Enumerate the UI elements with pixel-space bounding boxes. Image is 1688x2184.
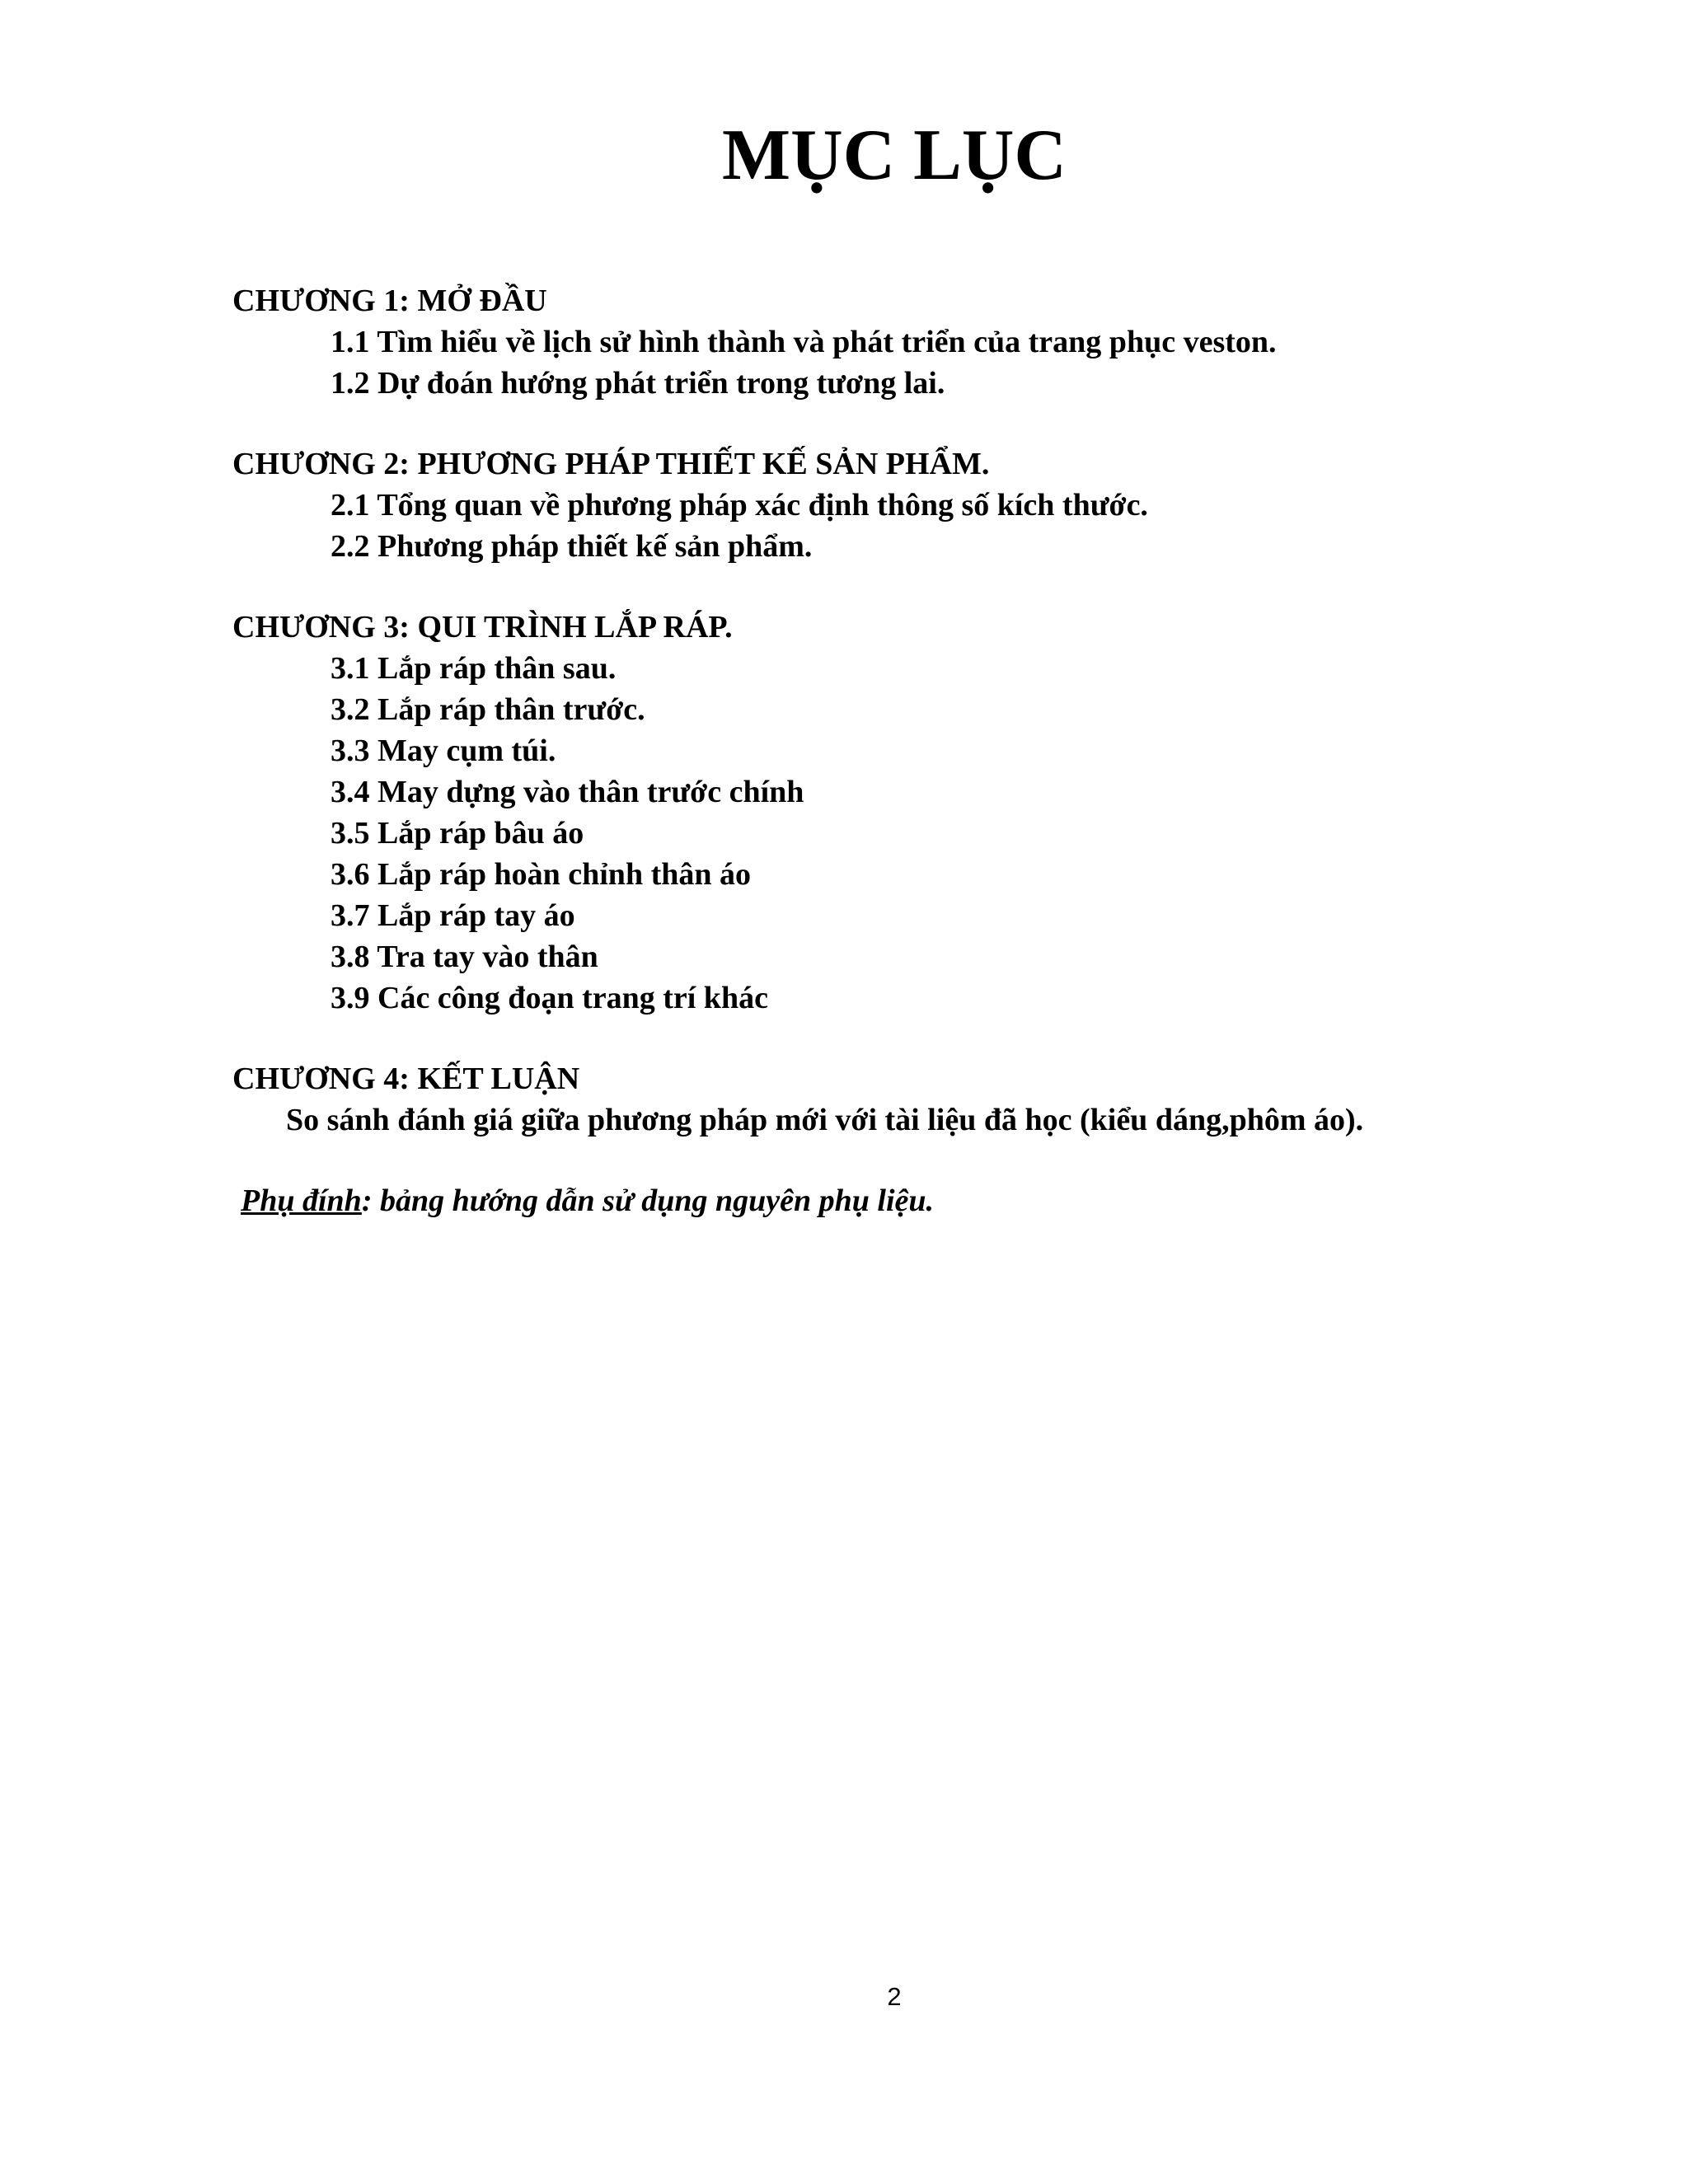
chapter-heading: CHƯƠNG 3: QUI TRÌNH LẮP RÁP. [232,610,733,644]
appendix-text: : bảng hướng dẫn sử dụng nguyên phụ liệu. [361,1183,934,1218]
toc-item: 3.5 Lắp ráp bâu áo [331,816,584,851]
chapter-heading: CHƯƠNG 2: PHƯƠNG PHÁP THIẾT KẾ SẢN PHẨM. [232,447,990,481]
chapter-heading: CHƯƠNG 1: MỞ ĐẦU [232,284,547,318]
chapter-heading: CHƯƠNG 4: KẾT LUẬN [232,1062,580,1096]
toc-item: 3.2 Lắp ráp thân trước. [331,692,645,727]
toc-item: 3.8 Tra tay vào thân [331,940,598,974]
toc-item: 3.3 May cụm túi. [331,733,556,768]
toc-item: 3.7 Lắp ráp tay áo [331,898,575,933]
page-title: MỤC LỤC [722,115,1067,195]
chapter-items [232,485,1634,567]
chapter-1 [232,280,1634,404]
chapter-items [232,321,1634,404]
toc-item: 3.9 Các công đoạn trang trí khác [331,981,768,1015]
chapter-items [232,648,1634,1019]
appendix-line [232,1180,1634,1221]
toc-item: 2.2 Phương pháp thiết kế sản phẩm. [331,529,813,564]
conclusion-text: So sánh đánh giá giữa phương pháp mới với tài liệu đã học (kiểu dáng,phôm áo). [286,1103,1364,1137]
toc-item: 3.4 May dựng vào thân trước chính [331,775,804,809]
toc-item: 3.1 Lắp ráp thân sau. [331,651,617,686]
chapter-3 [232,607,1634,1019]
toc-item: 1.2 Dự đoán hướng phát triển trong tương lai. [331,366,945,401]
toc-item: 1.1 Tìm hiểu về lịch sử hình thành và phát triển của trang phục veston. [331,325,1277,359]
toc-item: 2.1 Tổng quan về phương pháp xác định thông số kích thước. [331,488,1148,523]
table-of-contents [232,280,1634,1221]
page-number: 2 [887,1982,902,2011]
chapter-2 [232,443,1634,567]
chapter-4 [232,1058,1634,1141]
appendix-label: Phụ đính [241,1183,362,1218]
toc-item: 3.6 Lắp ráp hoàn chỉnh thân áo [331,857,751,892]
